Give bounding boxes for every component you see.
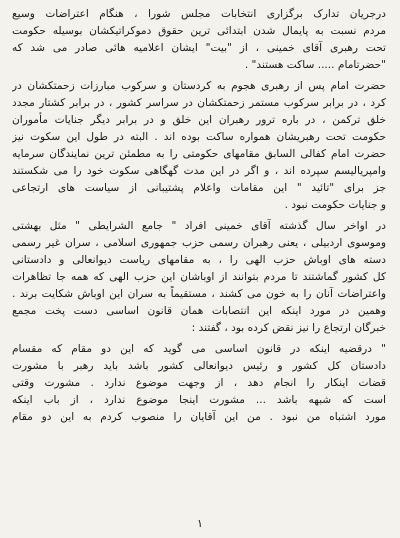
text-line: دسته های اوباش حزب الهی را ، به مقامهای ریاست دیوانعالی و دادستانی xyxy=(12,254,386,266)
text-line: قضات اینکار را انجام دهد ، از وجهت موضوع ندارد . مشورت وقتی xyxy=(12,377,386,389)
text-line: "حضرتامام ..... ساکت هستند" . xyxy=(244,59,386,71)
text-line: کرد ، در برابر سرکوب مستمر زحمتکشان در سراسر کشور ، در برابر کشتار مجدد xyxy=(12,97,386,109)
text-line: خبرگان ارتجاع را نیز نقض کرده بود ، گفتند : xyxy=(191,322,386,334)
text-line: درجریان تدارک برگزاری انتخابات مجلس شورا ، هنگام اعتراضات وسیع xyxy=(12,8,386,20)
text-line: واعتراضات آنان را به خون می کشند ، مستقیماً به سران این اوباش شکایت برند . xyxy=(12,288,386,300)
paragraph-3 xyxy=(12,218,386,337)
text-line: وامپریالیسم سپرده اند ، و اگر در این مدت گهگاهی سکوت خود را می شکستند xyxy=(12,165,386,177)
text-line: حضرت امام کفالی السابق مقامهای حکومتی را به مطمئن ترین نمایندگان سرمایه xyxy=(12,148,386,160)
text-line: وهمین در مورد اینکه این انتصابات همان قانون اساسی دست پخت مجمع xyxy=(12,305,386,317)
text-line: در اواخر سال گذشته آقای خمینی افراد " جامع الشرایطی " مثل بهشتی xyxy=(12,220,386,232)
page-number: ۱ xyxy=(197,517,203,530)
paragraph-2 xyxy=(12,78,386,214)
text-line: " درقضیه اینکه در قانون اساسی می گوید که این دو مقام که مقسام xyxy=(12,343,386,355)
text-line: دادستان کل کشور و رئیس دیوانعالی کشور باشد باید رهبر با مشورت xyxy=(12,360,386,372)
text-line: و جنایات حکومت نبود . xyxy=(284,199,386,211)
text-line: است که شبهه باشد ... مشورت اینجا موضوع ندارد ، از باب اینکه xyxy=(12,394,386,406)
text-line: وموسوی اردبیلی ، یعنی رهبران رسمی حزب جمهوری اسلامی ، سران غیر رسمی xyxy=(12,237,386,249)
paragraph-1 xyxy=(12,6,386,74)
text-line: مردم نسبت به پایمال شدن ابتدائی ترین حقوق دموکراتیکشان بوسیله حکومت xyxy=(12,25,386,37)
text-line: حضرت امام پس از رهبری هجوم به کردستان و سرکوب مبارزات زحمتکشان در xyxy=(12,80,386,92)
paragraph-4 xyxy=(12,341,386,426)
text-line: تحت رهبری آقای خمینی ، از "بیت" ایشان اعلامیه هائی صادر می شد که xyxy=(12,42,386,54)
text-line: کل کشور گماشتند تا مردم بتوانند از اوباشان این حزب الهی که همه جا تظاهرات xyxy=(12,271,386,283)
text-line: حکومت تحت رهبریشان همواره ساکت بوده اند . البته در طول این سکوت نیز xyxy=(12,131,386,143)
text-line: خلق ترکمن ، در باره ترور رهبران این خلق و در برابر دیگر جنایات مأموران xyxy=(12,114,386,126)
text-line: جز برای "تائید " این مقامات واعلام پشتیبانی از سیاست های ارتجاعی xyxy=(12,182,386,194)
text-line: مورد اشتباه من نبود . من این آقایان را منصوب کردم به این دو مقام xyxy=(12,411,386,423)
